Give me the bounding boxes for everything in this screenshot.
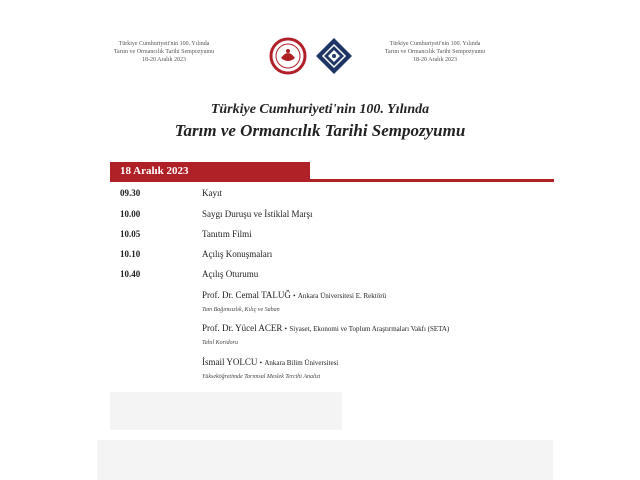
speaker-name: İsmail YOLCU: [202, 357, 258, 367]
schedule-time: 09.30: [120, 188, 141, 198]
date-label: 18 Aralık 2023: [110, 162, 310, 179]
schedule-item: Açılış Oturumu: [202, 269, 259, 279]
schedule-item: Saygı Duruşu ve İstiklal Marşı: [202, 209, 313, 219]
date-bar: [110, 162, 554, 182]
speaker-line: [202, 290, 386, 300]
speaker-affiliation: Siyaset, Ekonomi ve Toplum Araştırmaları Vakfı (SETA): [289, 325, 450, 333]
speaker-separator: •: [284, 325, 288, 333]
speaker-line: [202, 357, 338, 367]
speaker-separator: •: [293, 292, 296, 300]
speaker-name: Prof. Dr. Cemal TALUĞ: [202, 290, 291, 300]
speaker-separator: •: [259, 359, 263, 367]
page-title: Tarım ve Ormancılık Tarihi Sempozyumu: [174, 121, 466, 140]
header-right-line: Tarım ve Ormancılık Tarihi Sempozyumu: [384, 49, 486, 55]
header-left-line: Türkiye Cumhuriyeti'nin 100. Yılında: [118, 41, 210, 47]
header-left-line: Tarım ve Ormancılık Tarihi Sempozyumu: [113, 49, 215, 55]
talk-title: Tam Bağımsızlık, Kılıç ve Saban: [202, 307, 280, 313]
placeholder-panel: [97, 440, 553, 480]
speaker-line: [202, 323, 449, 333]
header-right-line: 18-20 Aralık 2023: [413, 57, 457, 63]
schedule-item: Kayıt: [202, 188, 222, 198]
ministry-logo-icon: [268, 36, 308, 76]
header-left-line: 18-20 Aralık 2023: [142, 57, 186, 63]
speaker-affiliation: Ankara Bilim Üniversitesi: [264, 359, 339, 367]
page-subtitle: Türkiye Cumhuriyeti'nin 100. Yılında: [210, 102, 430, 117]
speaker-name: Prof. Dr. Yücel ACER: [202, 323, 283, 333]
schedule-item: Açılış Konuşmaları: [202, 249, 273, 259]
header-right: [375, 40, 495, 64]
schedule-time: 10.05: [120, 229, 141, 239]
speaker-affiliation: Ankara Üniversitesi E. Rektörü: [297, 292, 387, 300]
placeholder-panel: [110, 392, 342, 430]
talk-title: Yükseköğretimde Tarımsal Meslek Tercihi Analizi: [202, 374, 321, 380]
header-left: [104, 40, 224, 64]
institution-logo-icon: [314, 36, 354, 76]
schedule-time: 10.10: [120, 249, 141, 259]
schedule-item: Tanıtım Filmi: [202, 229, 252, 239]
talk-title: Tahıl Koridoru: [202, 340, 238, 346]
schedule-time: 10.40: [120, 269, 141, 279]
header-right-line: Türkiye Cumhuriyeti'nin 100. Yılında: [389, 41, 481, 47]
schedule-time: 10.00: [120, 209, 141, 219]
